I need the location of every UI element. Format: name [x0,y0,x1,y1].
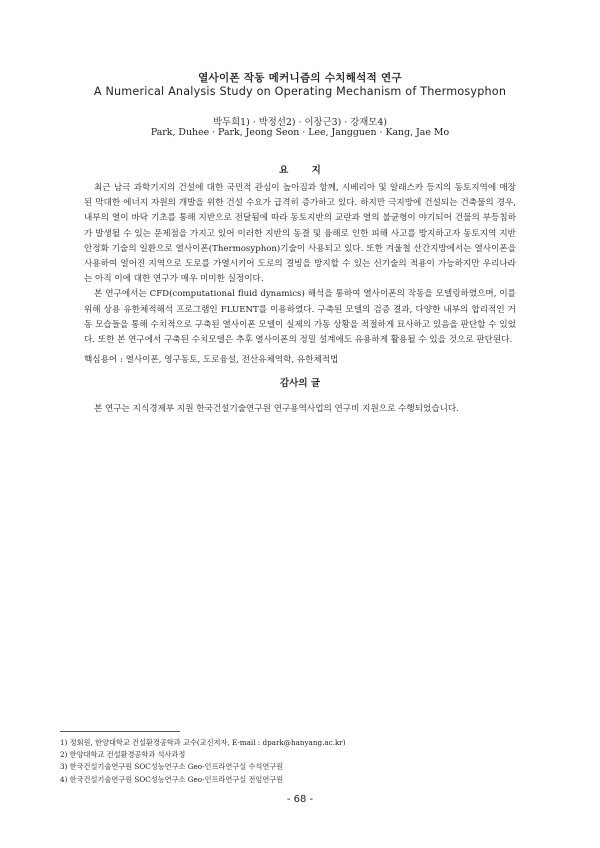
keywords: 핵심용어 : 열사이폰, 영구동토, 도로융설, 전산유체역학, 유한체적법 [84,355,339,365]
paper-title-korean: 열사이폰 작동 메커니즘의 수치해석적 연구 [198,72,402,84]
abstract-body [84,181,516,348]
footnote-divider [60,731,180,732]
footnote-2: 2) 한양대학교 건설환경공학과 석사과정 [60,750,186,760]
footnote-1: 1) 정회원, 한양대학교 건설환경공학과 교수(교신저자, E-mail : dpark@hanyang.ac.kr) [60,738,346,747]
authors-korean: 박두희1) · 박정선2) · 이장근3) · 강재모4) [213,117,387,128]
abstract-paragraph-2: 본 연구에서는 CFD(computational fluid dynamics) 해석을 통하여 열사이폰의 작동을 모델링하였으며, 이를 위해 상용 유한체적해석 프로그램인 FLUENT를 이용하였다. 구축된 모델의 검증 결과, 다양한 내부의 합리적인 거동 모습들을 통해 수치적으로 구축된 열사이폰 모델이 실제의 가동 상황을 적절하게 묘사하고 있음을 판단할 수 있었다. 또한 본 연구에서 구축된 수치모델은 추후 열사이폰의 정밀 설계에도 유용하게 활용될 수 있을 것으로 판단된다. [84,289,516,346]
abstract-paragraph-1: 최근 남극 과학기지의 건설에 대한 국민적 관심이 높아짐과 함께, 시베리아 및 알래스카 등지의 동토지역에 매장된 막대한 에너지 자원의 개발을 위한 건설 수요가 급격히 증가하고 있다. 하지만 극지방에 건설되는 건축물의 경우, 내부의 열이 바닥 기초를 통해 지반으로 전달됨에 따라 동토지반의 교란과 열의 불균형이 야기되어 건물의 부등침하가 발생될 수 있는 문제점을 가지고 있어 이러한 지반의 동결 및 융해로 인한 피해 사고를 방지하고자 동토지역 지반 안정화 기술의 일환으로 열사이폰(Thermosyphon)기술이 사용되고 있다. 또한 겨울철 산간지방에서는 열사이폰을 사용하여 얼어진 지역으로 도로를 가열시키어 도로의 결빙을 방지할 수 있는 신기술의 적용이 가능하지만 우리나라는 아직 이에 대한 연구가 매우 미미한 실정이다. [84,183,516,285]
paper-title-english: A Numerical Analysis Study on Operating Mechanism of Thermosyphon [93,85,507,98]
acknowledgement-text: 본 연구는 지식경제부 지원 한국건설기술연구원 연구용역사업의 연구비 지원으로 수행되었습니다. [94,404,459,414]
footnote-3: 3) 한국건설기술연구원 SOC성능연구소 Geo-인프라연구실 수석연구원 [60,762,284,772]
footnotes [60,737,540,786]
acknowledgement-heading: 감사의 글 [279,378,320,389]
footnote-4: 4) 한국건설기술연구원 SOC성능연구소 Geo-인프라연구실 전임연구원 [60,774,284,784]
abstract-heading: 요 지 [279,165,321,176]
authors-english: Park, Duhee · Park, Jeong Seon · Lee, Jangguen · Kang, Jae Mo [150,127,450,138]
page-number: - 68 - [286,794,314,805]
